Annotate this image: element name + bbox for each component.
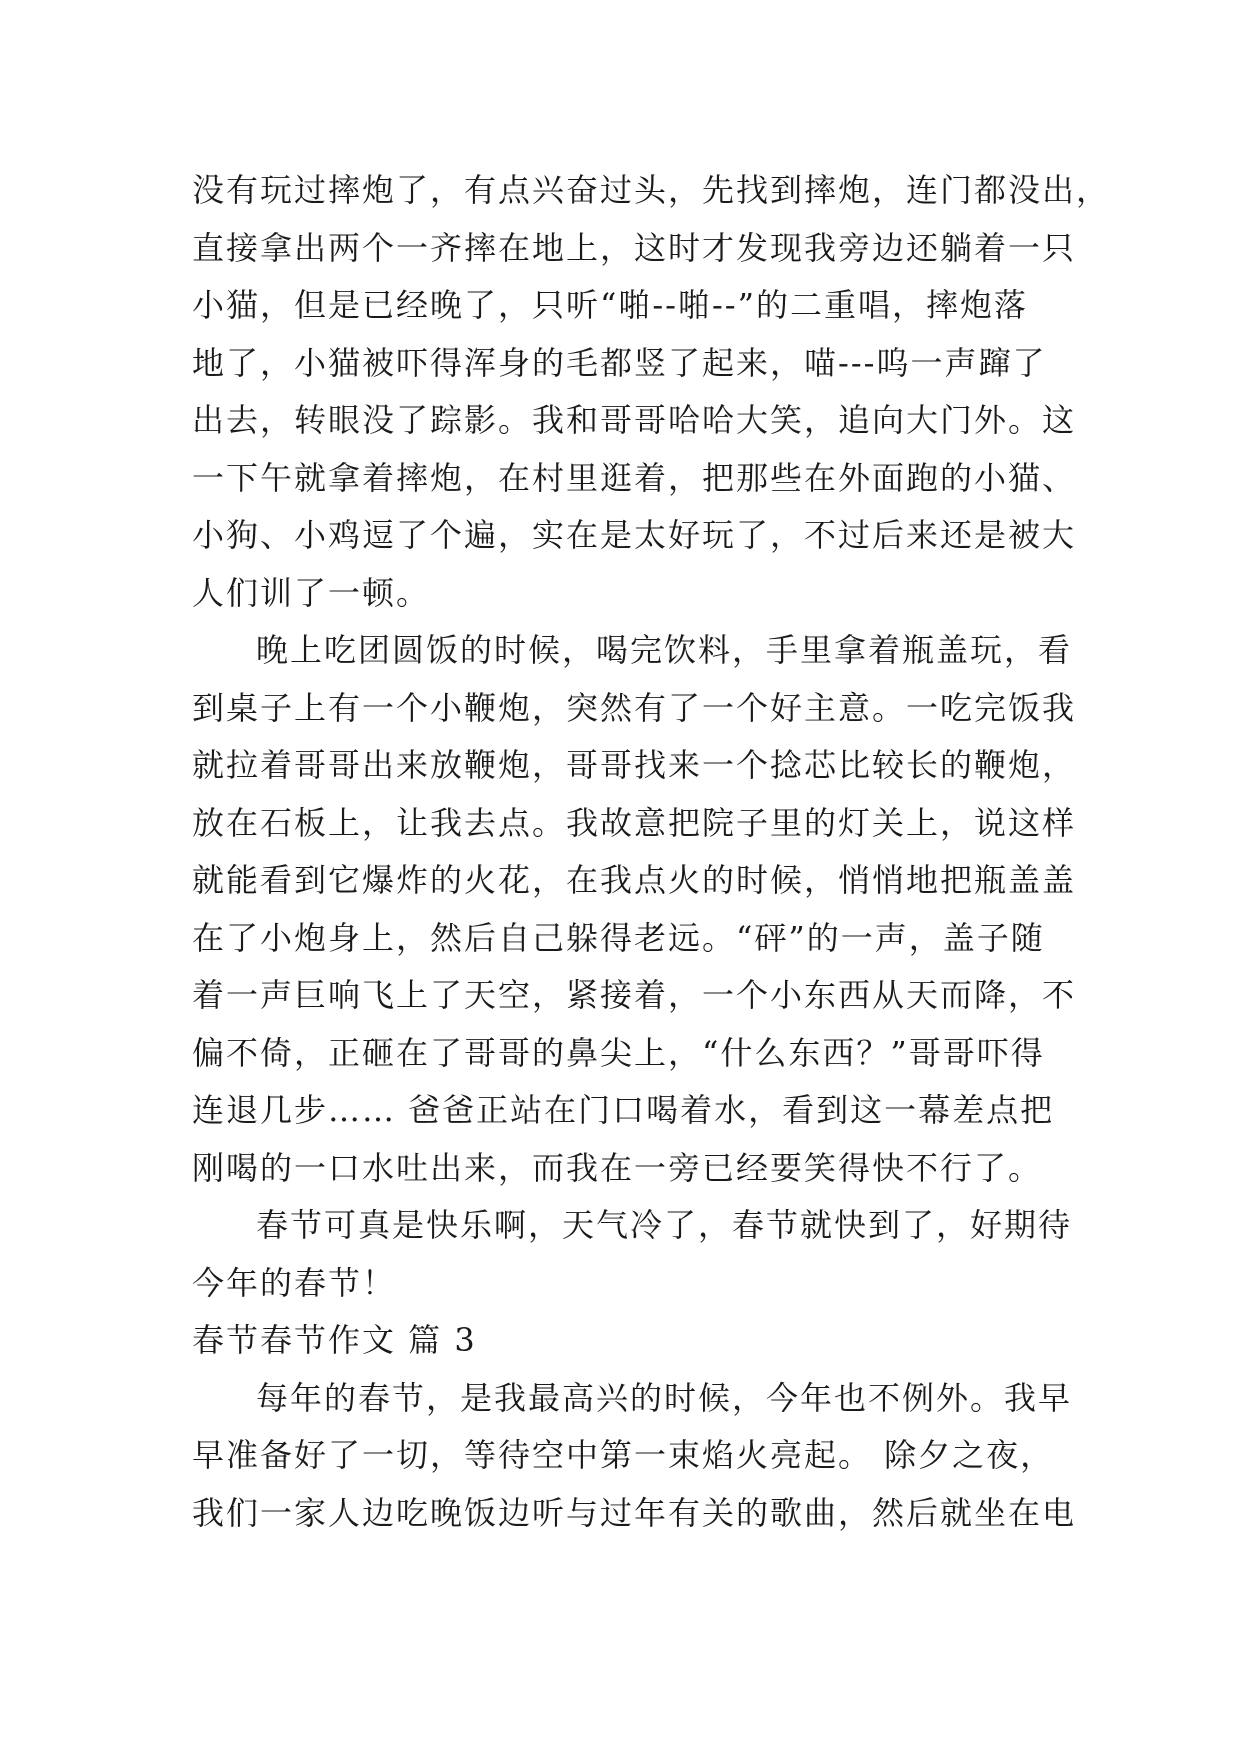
text-line: 着一声巨响飞上了天空，紧接着，一个小东西从天而降，不 xyxy=(192,976,1077,1014)
text-line: 人们训了一顿。 xyxy=(192,573,431,612)
text-line: 连退几步…… 爸爸正站在门口喝着水，看到这一幕差点把 xyxy=(192,1091,1055,1129)
paragraph-3 xyxy=(192,1197,1073,1312)
text-line: 小狗、小鸡逗了个遍，实在是太好玩了，不过后来还是被大 xyxy=(192,516,1077,554)
text-line: 就能看到它爆炸的火花，在我点火的时候，悄悄地把瓶盖盖 xyxy=(192,861,1077,899)
text-line: 今年的春节！ xyxy=(192,1263,397,1302)
text-line: 放在石板上，让我去点。我故意把院子里的灯关上，说这样 xyxy=(192,803,1077,842)
section-heading: 春节春节作文 篇 3 xyxy=(192,1321,477,1359)
text-line: 每年的春节，是我最高兴的时候，今年也不例外。我早 xyxy=(256,1378,1073,1417)
text-line: 就拉着哥哥出来放鞭炮，哥哥找来一个捻芯比较长的鞭炮， xyxy=(192,746,1077,784)
paragraph-2 xyxy=(192,622,1077,1197)
text-line: 直接拿出两个一齐摔在地上，这时才发现我旁边还躺着一只 xyxy=(192,228,1077,267)
text-line: 早准备好了一切，等待空中第一束焰火亮起。 除夕之夜， xyxy=(192,1436,1055,1474)
text-line: 春节可真是快乐啊，天气冷了，春节就快到了，好期待 xyxy=(256,1206,1073,1244)
text-line: 没有玩过摔炮了，有点兴奋过头，先找到摔炮，连门都没出， xyxy=(192,171,1111,209)
text-line: 出去，转眼没了踪影。我和哥哥哈哈大笑，追向大门外。这 xyxy=(192,401,1077,439)
section-3-paragraph xyxy=(192,1370,1077,1543)
text-line: 在了小炮身上，然后自己躲得老远。“砰”的一声，盖子随 xyxy=(192,918,1045,957)
text-line: 刚喝的一口水吐出来，而我在一旁已经要笑得快不行了。 xyxy=(192,1148,1043,1187)
text-line: 到桌子上有一个小鞭炮，突然有了一个好主意。一吃完饭我 xyxy=(192,688,1077,727)
paragraph-1 xyxy=(192,162,1111,622)
text-line: 地了，小猫被吓得浑身的毛都竖了起来，喵---呜一声蹿了 xyxy=(192,343,1047,382)
text-line: 偏不倚，正砸在了哥哥的鼻尖上，“什么东西？”哥哥吓得 xyxy=(192,1033,1045,1072)
text-line: 一下午就拿着摔炮，在村里逛着，把那些在外面跑的小猫、 xyxy=(192,458,1077,497)
text-line: 我们一家人边吃晚饭边听与过年有关的歌曲，然后就坐在电 xyxy=(192,1493,1077,1532)
text-line: 小猫，但是已经晚了，只听“啪--啪--”的二重唱，摔炮落 xyxy=(192,286,1028,324)
document-body xyxy=(192,162,1111,1542)
text-line: 晚上吃团圆饭的时候，喝完饮料，手里拿着瓶盖玩，看 xyxy=(256,631,1073,669)
